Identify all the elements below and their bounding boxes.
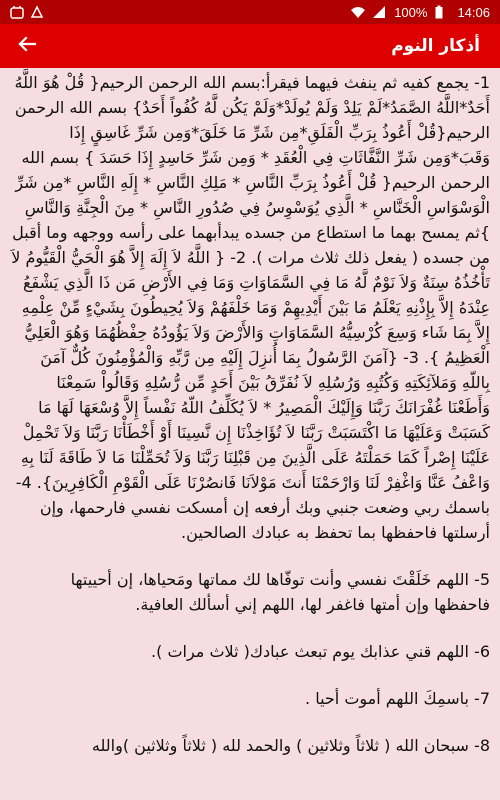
dhikr-paragraph-7: 7- باسمِكَ اللهم أموت أحيا .: [305, 689, 490, 708]
status-right: [350, 5, 490, 20]
wifi-icon: [350, 5, 364, 19]
signal-icon: [372, 5, 386, 19]
status-bar: [0, 0, 500, 24]
battery-icon: [435, 5, 449, 19]
arrow-back-icon: [17, 34, 37, 58]
dhikr-paragraph-6: 6- اللهم قني عذابك يوم تبعث عبادك( ثلاث مرات ).: [151, 642, 490, 661]
dhikr-paragraph-1: 1- يجمع كفيه ثم ينفث فيهما فيقرأ:بسم الله الرحمن الرحيم{ قُلْ هُوَ اللَّهُ أَحَدٌ*اللَّهُ الصَّمَدُ*لَمْ يَلِدْ وَلَمْ يُولَدْ*وَلَمْ يَكُن لَّهُ كُفُواً أَحَدٌ} بسم الله الرحمن الرحيم{قُلْ أَعُوذُ بِرَبِّ الْفَلَقِ*مِن شَرِّ مَا خَلَقَ*وَمِن شَرِّ غَاسِقٍ إِذَا وَقَبَ*وَمِن شَرِّ النَّفَّاثَاتِ فِي الْعُقَدِ * وَمِن شَرِّ حَاسِدٍ إِذَا حَسَدَ } بسم الله الرحمن الرحيم{ قُلْ أَعُوذُ بِرَبِّ النَّاسِ * مَلِكِ النَّاسِ * إِلَهِ النَّاسِ *مِن شَرِّ الْوَسْوَاسِ الْخَنَّاسِ * الَّذِي يُوَسْوِسُ فِي صُدُورِ النَّاسِ * مِنَ الْجِنَّةِ وَالنَّاسِ }ثم يمسح بهما ما استطاع من جسده يبدأبهما على رأسه ووجهه وما أقبل من جسده ( يفعل ذلك ثلاث مرات ). 2- { اللَّهُ لاَ إِلَهَ إِلاَّ هُوَ الْحَيُّ الْقَيُّومُ لاَ تَأْخُذُهُ سِنَةٌ وَلاَ نَوْمٌ لَّهُ مَا فِي السَّمَاوَاتِ وَمَا فِي الأَرْضِ مَن ذَا الَّذِي يَشْفَعُ عِنْدَهُ إِلاَّ بِإِذْنِهِ يَعْلَمُ مَا بَيْنَ أَيْدِيهِمْ وَمَا خَلْفَهُمْ وَلاَ يُحِيطُونَ بِشَيْءٍ مِّنْ عِلْمِهِ إِلاَّ بِمَا شَاء وَسِعَ كُرْسِيُّهُ السَّمَاوَاتِ وَالأَرْضَ وَلاَ يَؤُودُهُ حِفْظُهُمَا وَهُوَ الْعَلِيُّ الْعَظِيمُ }. 3- {آمَنَ الرَّسُولُ بِمَا أُنزِلَ إِلَيْهِ مِن رَّبِّهِ وَالْمُؤْمِنُونَ كُلٌّ آمَنَ بِاللّهِ وَمَلآئِكَتِهِ وَكُتُبِهِ وَرُسُلِهِ لاَ نُفَرِّقُ بَيْنَ أَحَدٍ مِّن رُّسُلِهِ وَقَالُواْ سَمِعْنَا وَأَطَعْنَا غُفْرَانَكَ رَبَّنَا وَإِلَيْكَ الْمَصِيرُ * لاَ يُكَلِّفُ اللّهُ نَفْساً إِلاَّ وُسْعَهَا لَهَا مَا كَسَبَتْ وَعَلَيْهَا مَا اكْتَسَبَتْ رَبَّنَا لاَ تُؤَاخِذْنَا إِن نَّسِينَا أَوْ أَخْطَأْنَا رَبَّنَا وَلاَ تَحْمِلْ عَلَيْنَا إِصْراً كَمَا حَمَلْتَهُ عَلَى الَّذِينَ مِن قَبْلِنَا رَبَّنَا وَلاَ تُحَمِّلْنَا مَا لاَ طَاقَةَ لَنَا بِهِ وَاعْفُ عَنَّا وَاغْفِرْ لَنَا وَارْحَمْنَا أَنتَ مَوْلاَنَا فَانصُرْنَا عَلَى الْقَوْمِ الْكَافِرِينَ}. 4- باسمك ربي وضعت جنبي وبك أرفعه إن أمسكت نفسي فارحمها، وإن أرسلتها فاحفظها بما تحفظ به عبادك الصالحين.: [11, 73, 490, 542]
status-left: [10, 5, 44, 19]
page-title: أذكار النوم: [391, 36, 480, 56]
battery-percent: 100%: [394, 4, 428, 20]
notification-icon: [30, 5, 44, 19]
adhkar-content[interactable]: [0, 68, 500, 800]
dhikr-paragraph-8: 8- سبحان الله ( ثلاثاً وثلاثين ) والحمد لله ( ثلاثاً وثلاثين )والله: [91, 736, 490, 755]
clock-time: 14:06: [457, 4, 490, 20]
app-bar: [0, 24, 500, 68]
app-notification-icon: [10, 5, 24, 19]
back-button[interactable]: [12, 31, 42, 61]
dhikr-paragraph-5: 5- اللهم خَلَقْتَ نفسي وأنت توفّاها لك مماتها ومَحياها، إن أحييتها فاحفظها وإن أمتها فاغفر لها، اللهم إني أسألك العافية.: [70, 570, 490, 614]
